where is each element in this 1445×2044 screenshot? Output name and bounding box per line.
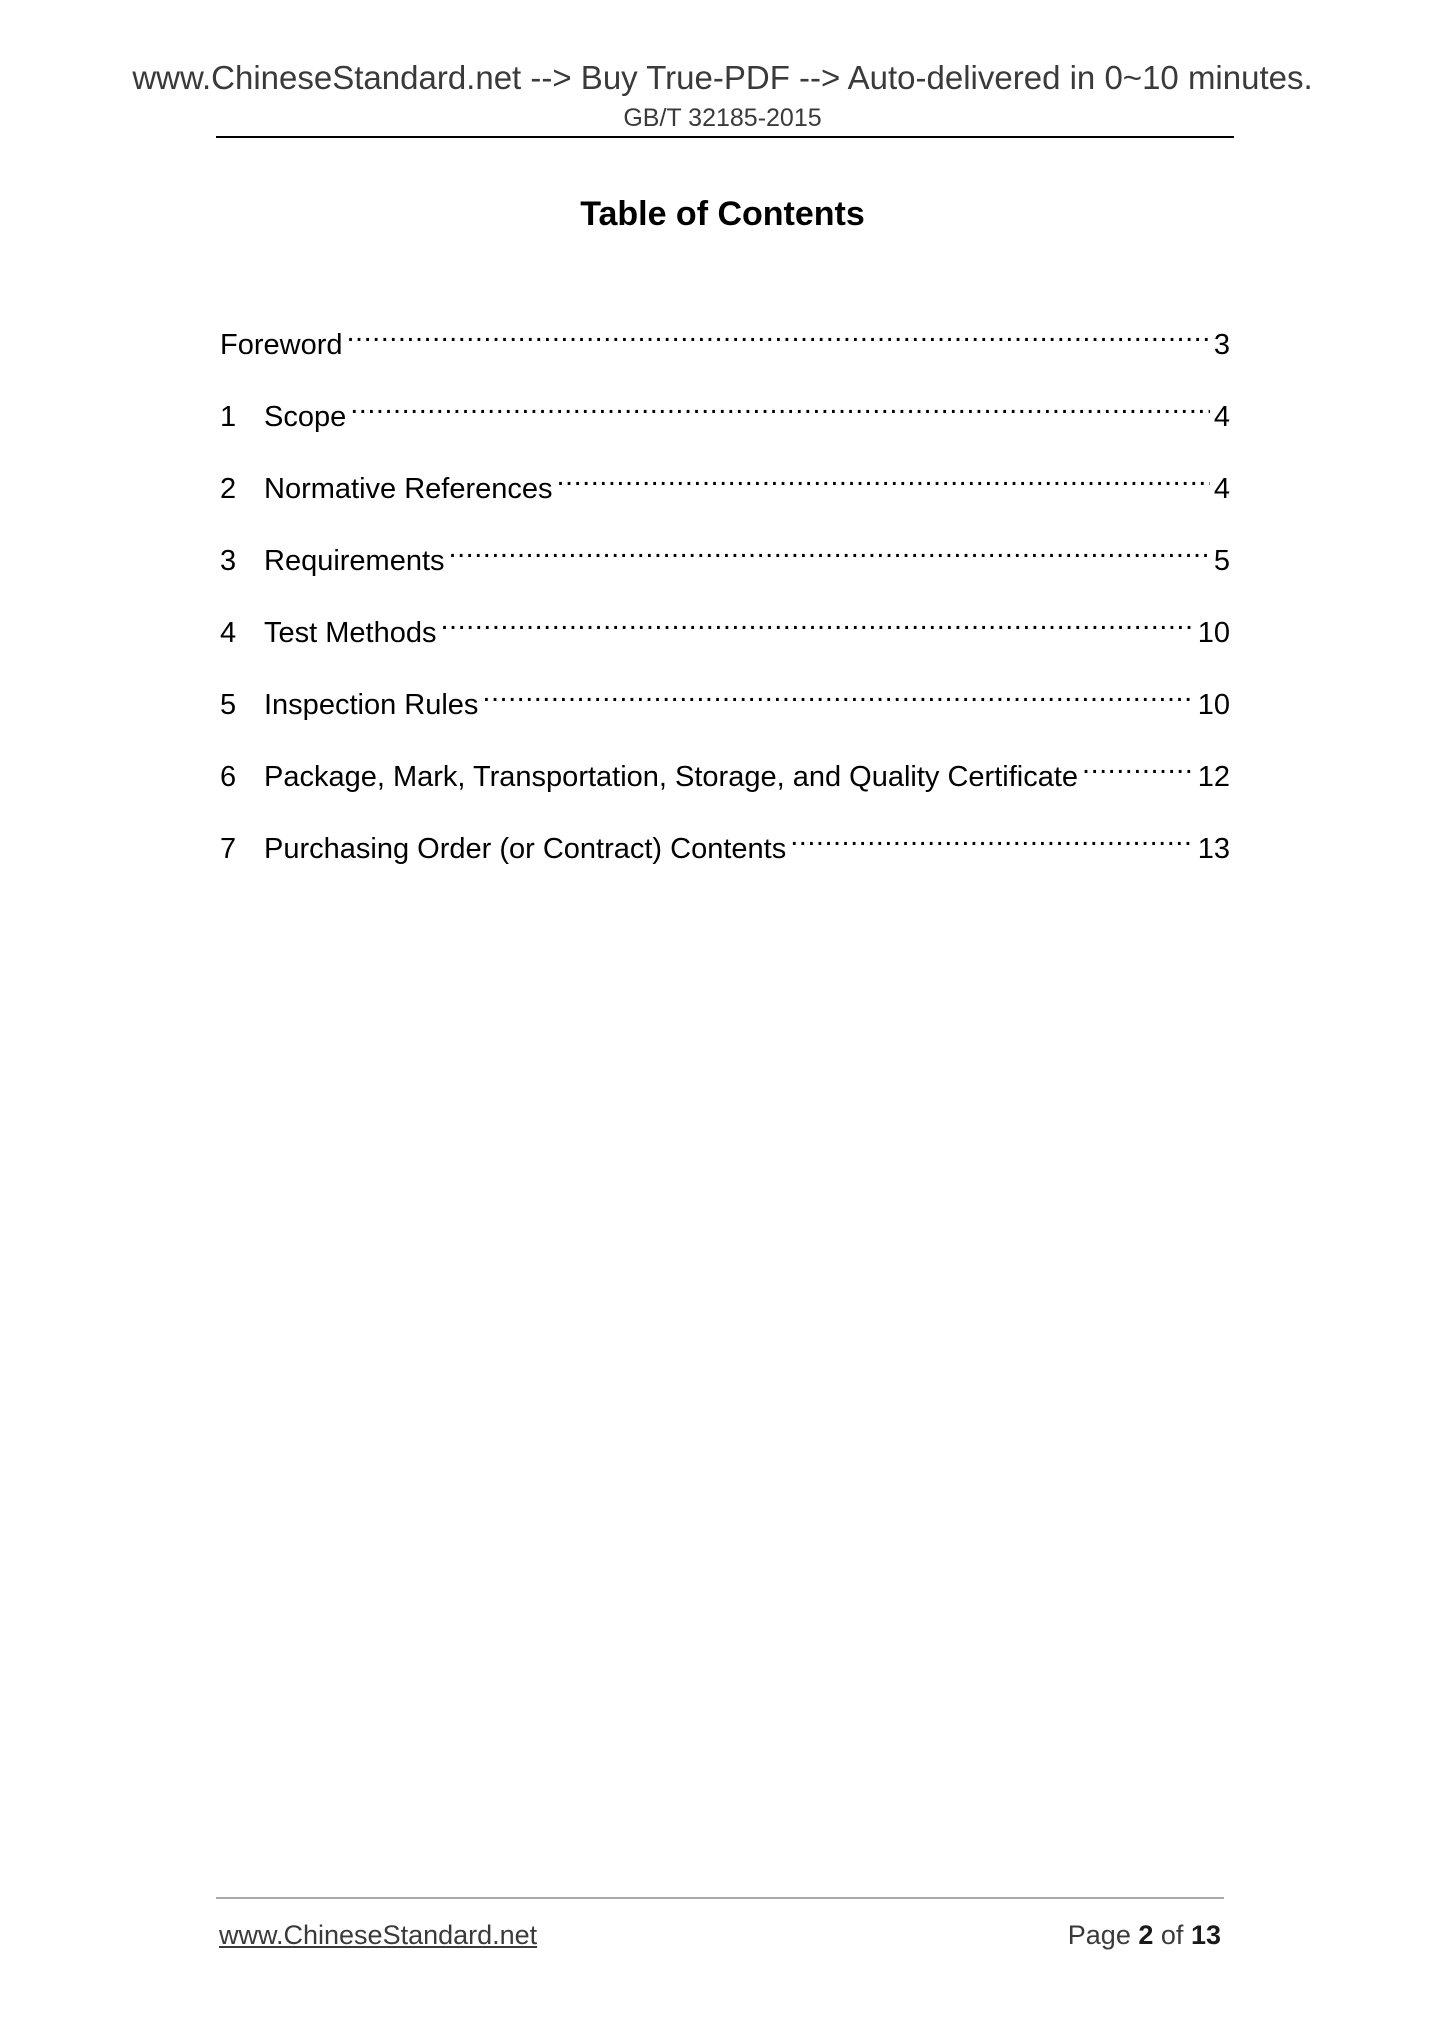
document-code: GB/T 32185-2015 [623, 104, 822, 132]
toc-entry-normative-references[interactable] [220, 454, 1230, 526]
toc-entry-title: Test Methods [264, 617, 437, 649]
toc-entry-number: 2 [220, 473, 237, 505]
toc-entry-title: Purchasing Order (or Contract) Contents [264, 833, 787, 865]
toc-entry-page: 10 [1197, 617, 1230, 649]
toc-entry-title: Package, Mark, Transportation, Storage, and Quality Certificate [264, 761, 1079, 793]
page-number [1068, 1918, 1221, 1952]
page-title: Table of Contents [580, 195, 865, 233]
toc-dot-leader [790, 814, 1194, 858]
toc-entry-scope[interactable] [220, 382, 1230, 454]
toc-entry-page: 3 [1213, 329, 1230, 361]
toc-entry-title: Foreword [220, 329, 343, 361]
footer-divider [216, 1897, 1224, 1899]
footer-website-link[interactable]: www.ChineseStandard.net [219, 1920, 538, 1950]
page-label: Page [1067, 1920, 1131, 1950]
header-banner: www.ChineseStandard.net --> Buy True-PDF --> Auto-delivered in 0~10 minutes. [132, 59, 1313, 96]
toc-entry-number: 1 [220, 401, 237, 433]
toc-entry-page: 4 [1213, 473, 1230, 505]
toc-entry-purchasing-order[interactable] [220, 814, 1230, 886]
toc-entry-test-methods[interactable] [220, 598, 1230, 670]
toc-entry-number: 6 [220, 761, 237, 793]
toc-entry-page: 5 [1213, 545, 1230, 577]
toc-dot-leader [449, 526, 1210, 570]
toc-entry-number: 5 [220, 689, 237, 721]
toc-entry-page: 10 [1197, 689, 1230, 721]
toc-entry-requirements[interactable] [220, 526, 1230, 598]
toc-entry-title: Normative References [264, 473, 553, 505]
toc-entry-inspection-rules[interactable] [220, 670, 1230, 742]
current-page: 2 [1138, 1920, 1154, 1950]
total-pages: 13 [1190, 1920, 1221, 1950]
toc-entry-foreword[interactable] [220, 310, 1230, 382]
toc-dot-leader [440, 598, 1193, 642]
toc-dot-leader [347, 310, 1210, 354]
toc-entry-title: Scope [264, 401, 347, 433]
header-divider [216, 136, 1234, 138]
toc-entry-page: 12 [1197, 761, 1230, 793]
toc-entry-title: Requirements [264, 545, 445, 577]
toc-entry-title: Inspection Rules [264, 689, 479, 721]
toc-dot-leader [482, 670, 1193, 714]
toc-entry-number: 4 [220, 617, 237, 649]
toc-entry-page: 13 [1197, 833, 1230, 865]
toc-dot-leader [1082, 742, 1194, 786]
toc-dot-leader [350, 382, 1210, 426]
toc-entry-number: 7 [220, 833, 237, 865]
toc-dot-leader [557, 454, 1210, 498]
toc-list [220, 310, 1230, 886]
page-separator: of [1160, 1920, 1184, 1950]
toc-entry-package-mark[interactable] [220, 742, 1230, 814]
toc-entry-number: 3 [220, 545, 237, 577]
toc-entry-page: 4 [1213, 401, 1230, 433]
